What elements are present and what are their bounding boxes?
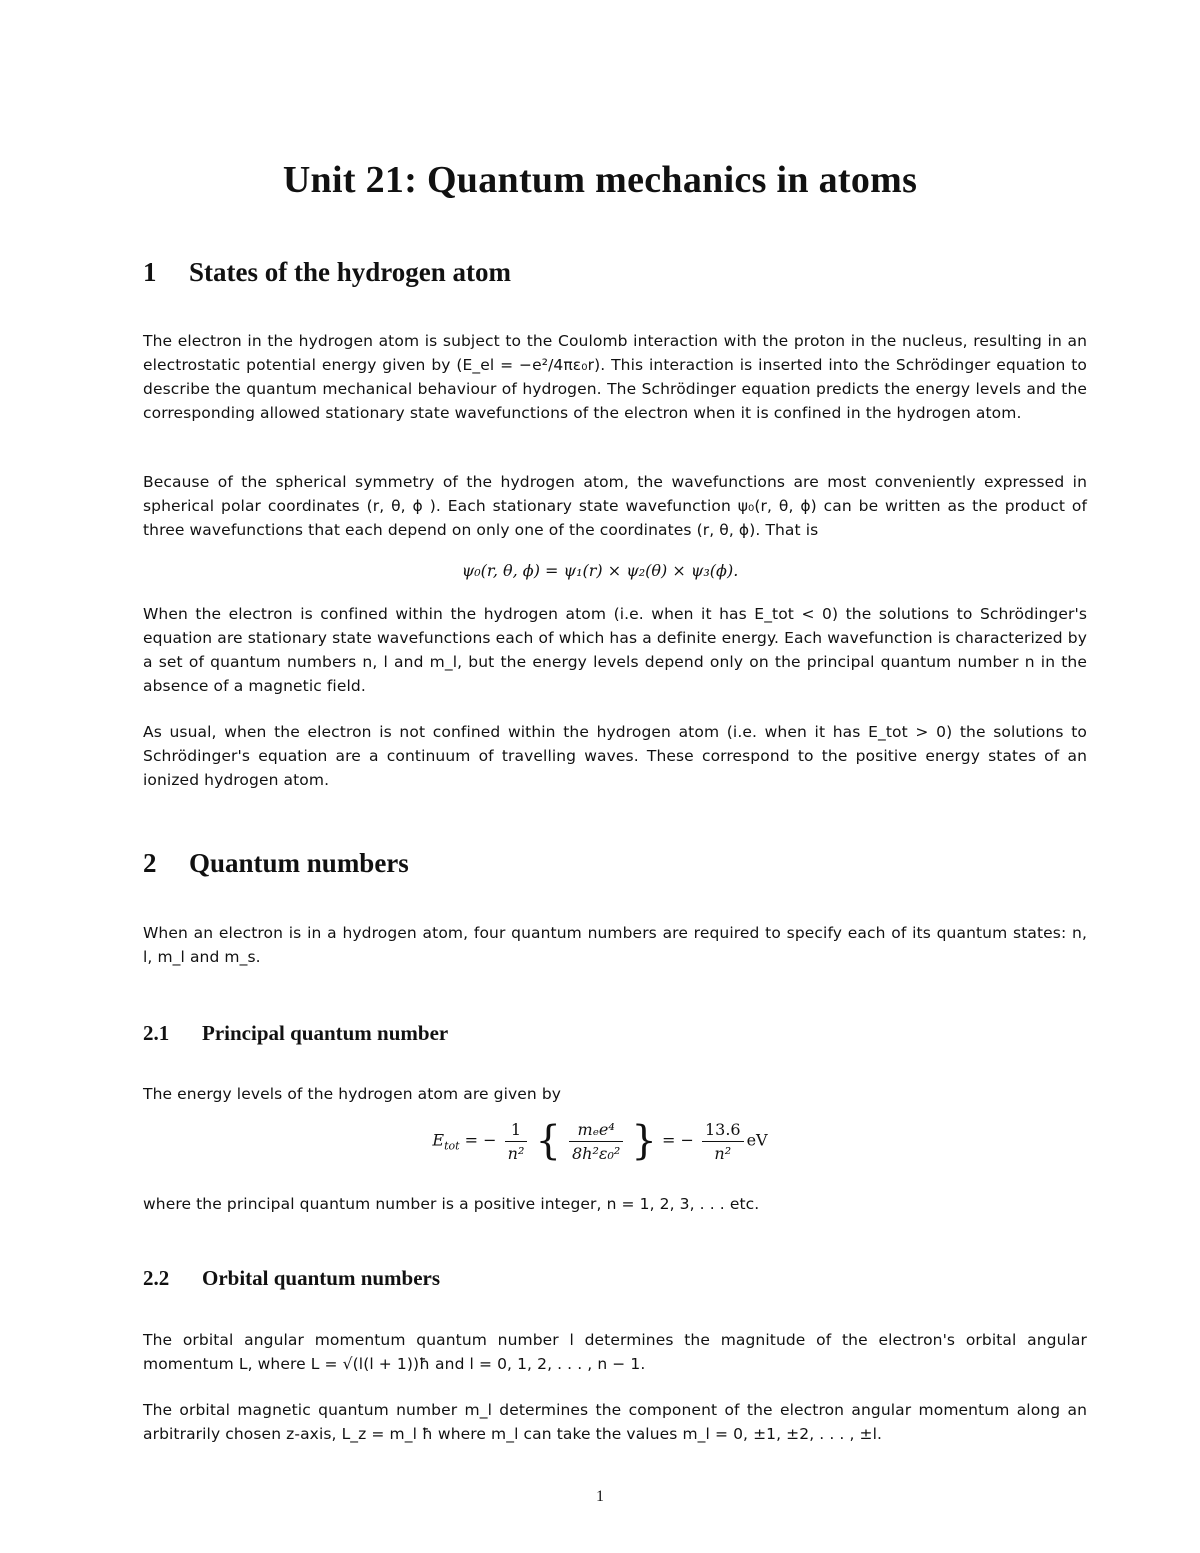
section-title: Orbital quantum numbers: [202, 1266, 441, 1290]
equals-minus: = −: [464, 1130, 497, 1150]
fraction-denominator: 8h²ε₀²: [572, 1143, 621, 1163]
energy-symbol: E: [432, 1130, 445, 1150]
close-brace: }: [631, 1118, 657, 1164]
section-title: Quantum numbers: [189, 848, 409, 878]
fraction-denominator: n²: [714, 1143, 732, 1163]
fraction-one-over-n-squared: [505, 1120, 528, 1163]
section-2-1-paragraph-2: where the principal quantum number is a positive integer, n = 1, 2, 3, . . . etc.: [143, 1195, 760, 1213]
section-2-2-paragraph-1: The orbital angular momentum quantum number l determines the magnitude of the electron's orbital angular momentum L, where L = √(l(l + 1))ħ and l = 0, 1, 2, . . . , n − 1.: [143, 1331, 1087, 1373]
section-2-heading: [143, 848, 409, 879]
fraction-numerator: mₑe⁴: [569, 1120, 623, 1142]
section-number: 1: [143, 257, 157, 287]
section-1-paragraph-4: As usual, when the electron is not confined within the hydrogen atom (i.e. when it has E_tot > 0) the solutions to Schrödinger's equation are a continuum of travelling waves. These correspond to the positive energy states of an ionized hydrogen atom.: [143, 723, 1087, 789]
wavefunction-equation: ψ₀(r, θ, ϕ) = ψ₁(r) × ψ₂(θ) × ψ₃(ϕ).: [461, 561, 739, 580]
section-1-paragraph-2: Because of the spherical symmetry of the hydrogen atom, the wavefunctions are most conveniently expressed in spherical polar coordinates (r, θ, ϕ ). Each stationary state wavefunction ψ₀(r, θ, ϕ) can be written as the product of three wavefunctions that each depend on only one of the coordinates (r, θ, ϕ). That is: [143, 473, 1087, 539]
fraction-numerator: 1: [505, 1120, 528, 1142]
section-1-heading: [143, 257, 511, 288]
section-number: 2.2: [143, 1266, 170, 1290]
section-1-paragraph-1: The electron in the hydrogen atom is subject to the Coulomb interaction with the proton in the nucleus, resulting in an electrostatic potential energy given by (E_el = −e²/4πε₀r). This interaction is inserted into the Schrödinger equation to describe the quantum mechanical behaviour of hydrogen. The Schrödinger equation predicts the energy levels and the corresponding allowed stationary state wavefunctions of the electron when it is confined in the hydrogen atom.: [143, 332, 1087, 422]
open-brace: {: [535, 1118, 561, 1164]
fraction-numeric: [702, 1120, 744, 1163]
section-2-2-paragraph-2: The orbital magnetic quantum number m_l determines the component of the electron angular momentum along an arbitrarily chosen z-axis, L_z = m_l ħ where m_l can take the values m_l = 0, ±1, ±2, . . . , ±l.: [143, 1401, 1087, 1443]
section-title: States of the hydrogen atom: [189, 257, 511, 287]
fraction-denominator: n²: [507, 1143, 525, 1163]
unit-ev: eV: [746, 1130, 768, 1150]
section-2-1-heading: [143, 1021, 448, 1046]
section-1-paragraph-3: When the electron is confined within the hydrogen atom (i.e. when it has E_tot < 0) the solutions to Schrödinger's equation are stationary state wavefunctions each of which has a definite energy. Each wavefunction is characterized by a set of quantum numbers n, l and m_l, but the energy levels depend only on the principal quantum number n in the absence of a magnetic field.: [143, 605, 1087, 695]
section-title: Principal quantum number: [202, 1021, 449, 1045]
section-2-1-paragraph-1: The energy levels of the hydrogen atom are given by: [143, 1085, 562, 1103]
equals-minus: = −: [661, 1130, 694, 1150]
document-title: Unit 21: Quantum mechanics in atoms: [282, 159, 918, 201]
section-number: 2: [143, 848, 157, 878]
fraction-constants: [569, 1120, 623, 1163]
section-number: 2.1: [143, 1021, 170, 1045]
energy-level-equation: [0, 1118, 1200, 1164]
energy-subscript: tot: [444, 1139, 460, 1153]
fraction-numerator: 13.6: [702, 1120, 744, 1142]
section-2-paragraph-1: When an electron is in a hydrogen atom, four quantum numbers are required to specify each of its quantum states: n, l, m_l and m_s.: [143, 924, 1087, 966]
page-number: 1: [596, 1488, 604, 1505]
section-2-2-heading: [143, 1266, 440, 1291]
